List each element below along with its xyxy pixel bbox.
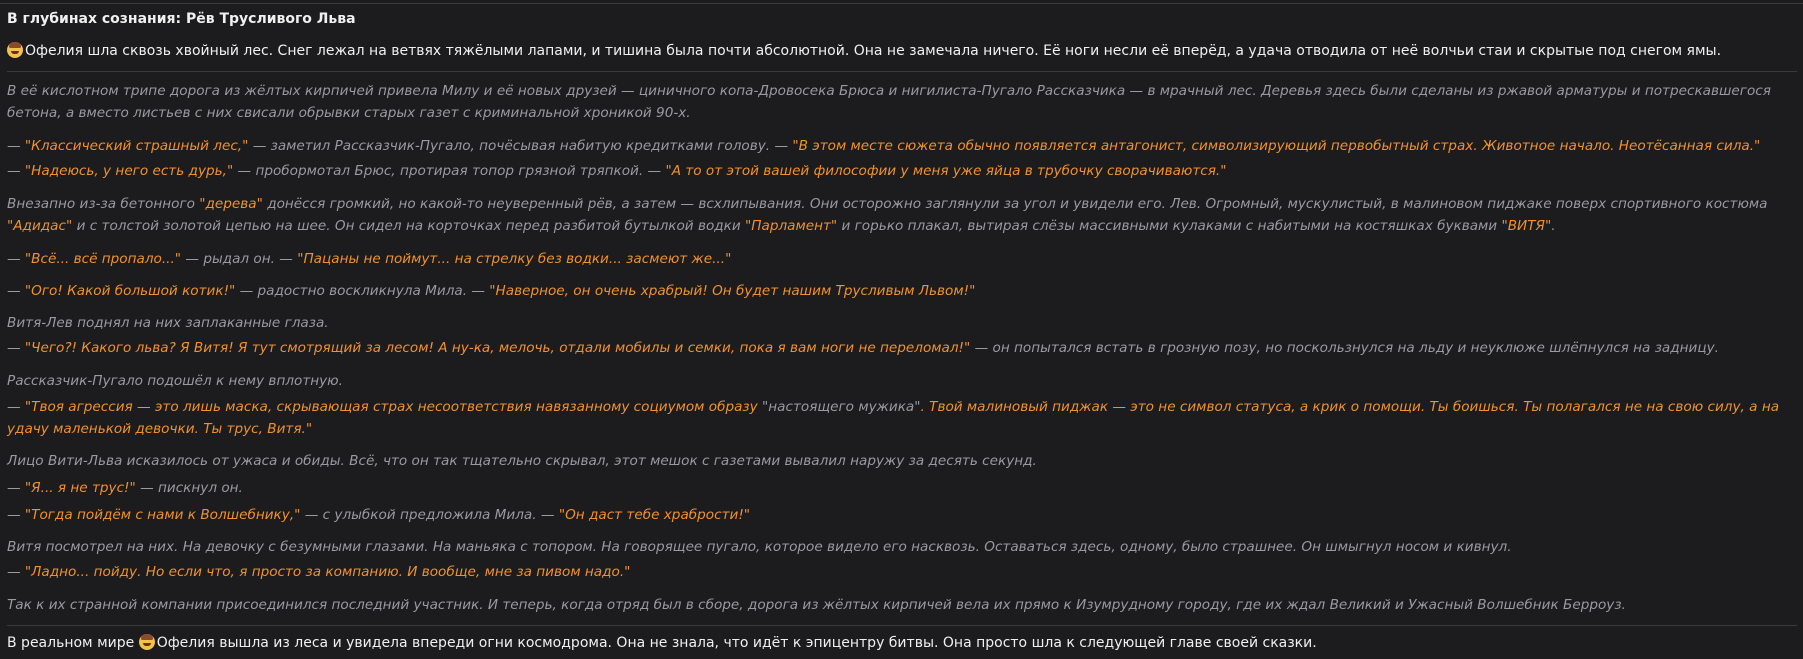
- narration: донёсся громкий, но какой-то неуверенный рёв, а затем — всхлипывания. Они осторожно заглянули за угол и увидели его. Лев. Огромный, мускулистый, в малиновом пиджаке поверх спортивного костюма: [262, 196, 1768, 212]
- paragraph-1-text: В её кислотном трипе дорога из жёлтых кирпичей привела Милу и её новых друзей — циничного копа-Дровосека Брюса и нигилиста-Пугало Рассказчика — в мрачный лес. Деревья здесь были сделаны из ржавой арматуры и потрескавшегося бетона, а вместо листьев с них свисали обрывки старых газет с криминальной хроникой 90-х.: [7, 83, 1771, 121]
- paragraph-16: [7, 594, 1793, 616]
- dash: —: [7, 283, 25, 299]
- paragraph-4: [7, 193, 1793, 237]
- narration: — заметил Рассказчик-Пугало, почёсывая набитую кредитками голову. —: [248, 138, 793, 154]
- footer-prefix: В реальном мире: [7, 635, 139, 651]
- narration: — рыдал он. —: [181, 251, 298, 267]
- footer-line: [7, 634, 1317, 651]
- section-divider-bottom: [7, 625, 1797, 626]
- quote: "Пацаны не поймут... на стрелку без водки... засмеют же...": [297, 251, 732, 267]
- quote: "Всё... всё пропало...": [24, 251, 182, 267]
- dash: —: [7, 399, 25, 415]
- quote: "Я... я не трус!": [24, 480, 136, 496]
- narration: и с толстой золотой цепью на шее. Он сидел на корточках перед разбитой бутылкой водки: [72, 218, 746, 234]
- narration: Внезапно из-за бетонного: [7, 196, 200, 212]
- dash: —: [7, 251, 25, 267]
- dash: —: [7, 138, 25, 154]
- quote: "Наверное, он очень храбрый! Он будет нашим Трусливым Львом!": [489, 283, 976, 299]
- narration: — с улыбкой предложила Мила. —: [300, 507, 559, 523]
- paragraph-10: [7, 396, 1793, 440]
- paragraph-1: [7, 80, 1793, 124]
- quote: "Твоя агрессия — это лишь маска, скрывающая страх несоответствия навязанному социумом образу: [24, 399, 763, 415]
- quote: "Ого! Какой большой котик!": [24, 283, 236, 299]
- paragraph-14-text: Витя посмотрел на них. На девочку с безумными глазами. На маньяка с топором. На говорящее пугало, которое видело его насквозь. Оставаться здесь, одному, было страшнее. Он шмыгнул носом и кивнул.: [7, 539, 1512, 555]
- narration: — пробормотал Брюс, протирая топор грязной тряпкой. —: [233, 163, 666, 179]
- paragraph-11: [7, 450, 1793, 472]
- paragraph-9: [7, 370, 1793, 392]
- top-divider: [0, 3, 1803, 4]
- dash: —: [7, 340, 25, 356]
- intro-text: Офелия шла сквозь хвойный лес. Снег лежал на ветвях тяжёлыми лапами, и тишина была почти абсолютной. Она не замечала ничего. Её ноги несли её вперёд, а удача отводила от неё волчьи стаи и скрытые под снегом ямы.: [25, 43, 1722, 59]
- paragraph-8: [7, 337, 1793, 359]
- narration: и горько плакал, вытирая слёзы массивными кулаками с набитыми на костяшках буквами: [837, 218, 1502, 234]
- quote: "ВИТЯ": [1501, 218, 1552, 234]
- paragraph-16-text: Так к их странной компании присоединился последний участник. И теперь, когда отряд был в сборе, дорога из жёлтых кирпичей вела их прямо к Изумрудному городу, где их ждал Великий и Ужасный Волшебник Берроуз.: [7, 597, 1626, 613]
- dash: —: [7, 507, 25, 523]
- narration: — он попытался встать в грозную позу, но поскользнулся на льду и неуклюже шлёпнулся на задницу.: [970, 340, 1720, 356]
- quote: "Ладно... пойду. Но если что, я просто за компанию. И вообще, мне за пивом надо.": [24, 564, 631, 580]
- story-title: В глубинах сознания: Рёв Трусливого Льва: [7, 11, 356, 27]
- paragraph-5: [7, 248, 1793, 270]
- woman-face-emoji-icon: [7, 42, 23, 58]
- quote: "В этом месте сюжета обычно появляется антагонист, символизирующий первобытный страх. Животное начало. Неотёсанная сила.": [792, 138, 1761, 154]
- dash: —: [7, 480, 25, 496]
- quote: "Чего?! Какого льва? Я Витя! Я тут смотрящий за лесом! А ну-ка, мелочь, отдали мобилы и семки, пока я вам ноги не переломал!": [24, 340, 971, 356]
- quote: "Классический страшный лес,": [24, 138, 249, 154]
- quote: "Адидас": [7, 218, 73, 234]
- quote: "Надеюсь, у него есть дурь,": [24, 163, 234, 179]
- paragraph-6: [7, 280, 1793, 302]
- quote: "Парламент": [745, 218, 838, 234]
- quote: "Он даст тебе храбрости!": [558, 507, 751, 523]
- paragraph-15: [7, 561, 1793, 583]
- dash: —: [7, 564, 25, 580]
- quote: "Тогда пойдём с нами к Волшебнику,": [24, 507, 301, 523]
- narration: "настоящего мужика": [762, 399, 921, 415]
- dash: —: [7, 163, 25, 179]
- narration: .: [1551, 218, 1556, 234]
- quote: "А то от этой вашей философии у меня уже яйца в трубочку сворачиваются.": [665, 163, 1227, 179]
- intro-line: [7, 42, 1721, 59]
- paragraph-2: [7, 135, 1793, 157]
- paragraph-13: [7, 504, 1793, 526]
- paragraph-3: [7, 160, 1793, 182]
- paragraph-14: [7, 536, 1793, 558]
- paragraph-11-text: Лицо Вити-Льва исказилось от ужаса и обиды. Всё, что он так тщательно скрывал, этот мешок с газетами вывалил наружу за десять секунд.: [7, 453, 1037, 469]
- paragraph-7: [7, 312, 1793, 334]
- quote: . Твой малиновый пиджак — это не символ статуса, а крик о помощи. Ты боишься. Ты полагался не на свою силу, а на удачу маленькой девочки. Ты трус, Витя.": [7, 399, 1780, 437]
- woman-face-emoji-icon: [139, 634, 155, 650]
- quote: "дерева": [199, 196, 263, 212]
- paragraph-7-text: Витя-Лев поднял на них заплаканные глаза.: [7, 315, 329, 331]
- paragraph-9-text: Рассказчик-Пугало подошёл к нему вплотную.: [7, 373, 343, 389]
- section-divider-top: [7, 71, 1797, 72]
- narration: — радостно воскликнула Мила. —: [235, 283, 490, 299]
- narration: — пискнул он.: [135, 480, 243, 496]
- footer-text: Офелия вышла из леса и увидела впереди огни космодрома. Она не знала, что идёт к эпицентру битвы. Она просто шла к следующей главе своей сказки.: [156, 635, 1317, 651]
- paragraph-12: [7, 477, 1793, 499]
